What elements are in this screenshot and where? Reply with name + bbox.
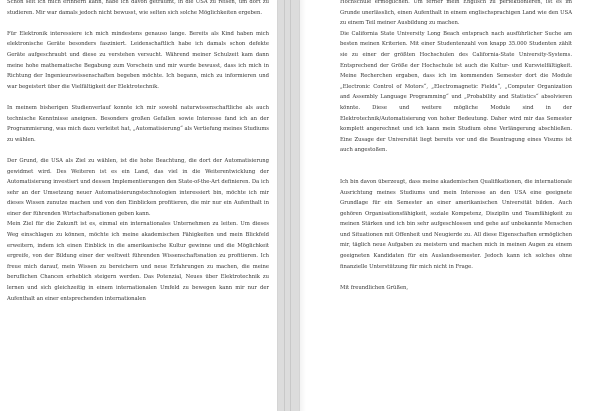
page-edge-shadow [300,0,306,411]
paragraph[interactable]: Der Grund, die USA als Ziel zu wählen, ist die hohe Beachtung, die dort der Automatisierung gewidmet wird. Des Weiteren ist es ein Land, das viel in die Weiterentwicklung der Automatisierung investiert und dessen Implementierungen den State-of-the-Art definieren. Da ich sehr an der Umsetzung neuer Automatisierungstechnologien interessiert bin, möchte ich mir dieses Wissen zunutze machen und von den Einblicken profitieren, die mir nur ein Aufenthalt in einer der führenden Wirtschaftsnationen geben kann. [7,157,269,217]
text-column-left [7,0,269,304]
paragraph[interactable]: Schon seit ich mich erinnern kann, habe ich davon geträumt, in die USA zu reisen, um dort zu studieren. Mir war damals jedoch nicht bewusst, wie selten sich solche Möglichkeiten ergeben. [7,0,269,16]
page-gap-divider [290,0,291,411]
page-gap-divider [284,0,285,411]
paragraph[interactable]: Mein Ziel für die Zukunft ist es, einmal ein internationales Unternehmen zu leiten. Um dieses Weg einschlagen zu können, möchte ich meine akademischen Fähigkeiten und mein Blickfeld erweitern, indem ich einen Einblick in die amerikanische Kultur gewinne und die Möglichkeit ergreife, von der Bildung einer der weltweit führenden Wissenschaftsnation zu profitieren. Ich freue mich darauf, mein Wissen zu bereichern und neue Erfahrungen zu machen, die meine beruflichen Chancen erheblich steigern werden. Das Potenzial, Neues über Elektrotechnik zu lernen und sich gleichzeitig in einem internationalen Umfeld zu bewegen kann mir nur der Aufenthalt an einer entsprechenden internationalen [7,221,269,302]
paragraph[interactable]: In meinem bisherigen Studienverlauf konnte ich mir sowohl naturwissenschaftliche als auch technische Kenntnisse aneignen. Besonders großen Gefallen sowie Interesse fand ich an der Programmierung, was mich dazu verleitet hat, „Automatisierung“ als Vertiefung meines Studiums zu wählen. [7,104,269,143]
paragraph[interactable]: Für Elektronik interessiere ich mich mindestens genauso lange. Bereits als Kind haben mich elektronische Geräte besonders fasziniert. Leidenschaftlich habe ich damals schon defekte Geräte aufgeschraubt und diese zu verstehen versucht. Während meiner Schulzeit kam dann meine hohe mathematische Begabung zum Vorschein und mir wurde bewusst, dass ich mich in Richtung der Ingenieurswissenschaften begeben möchte. Ich begann, mich zu informieren und war begeistert über die Vielfältigkeit der Elektrotechnik. [7,30,269,90]
document-page-right[interactable] [300,0,601,411]
closing-line[interactable]: Mit freundlichen Grüßen, [340,284,409,291]
document-page-left[interactable] [0,0,277,411]
text-column-right [340,0,572,304]
paragraph[interactable]: Ich bin davon überzeugt, dass meine akademischen Qualifikationen, die internationale Ausrichtung meines Studiums und mein Interesse an den USA eine geeignete Grundlage für ein Semester an einer amerikanischen Universität bilden. Auch gehören Organisationsfähigkeit, soziale Kompetenz, Disziplin und Teamfähigkeit zu meinen Stärken und ich bin sehr aufgeschlossen und gehe auf unbekannte Menschen und Situationen mit Offenheit und Neugierde zu. All diese Eigenschaften ermöglichen mir, täglich neue Aufgaben zu meistern und machen mich in meinen Augen zu einem geeigneten Kandidaten für ein Auslandssemester. Jedoch kann ich solches ohne finanzielle Unterstützung für mich nicht in Frage. [340,178,572,270]
paragraph[interactable]: Die California State University Long Beach entsprach nach ausführlicher Suche am besten meinen Kriterien. Mit einer Studentenzahl von knapp 35.000 Studenten zählt sie zu einer der größten Hochschulen des California-State University-Systems. Entsprechend der Größe der Hochschule ist auch die Kultur- und Kursvielfältigkeit. Meine Recherchen ergaben, dass ich im kommenden Semester dort die Module „Electronic Control of Motors“, „Electromagnetic Fields“, „Computer Organization and Assembly Language Programming“ und „Probability and Statistics“ absolvieren könnte. Diese und weitere mögliche Module sind in der Elektrotechnik/Automatisierung von hoher Bedeutung. Daher wird mir das Semester komplett angerechnet und ich kann mein Studium ohne Verlängerung abschließen. Eine Zusage der Universität liegt bereits vor und die Beantragung eines Visums ist auch angestoßen. [340,30,572,154]
paragraph[interactable]: Hochschule ermöglichen. Um ferner mein Englisch zu perfektionieren, ist es im Grunde unerlässlich, einen Aufenthalt in einem englischsprachigen Land wie den USA zu einem Teil meiner Ausbildung zu machen. [340,0,572,27]
